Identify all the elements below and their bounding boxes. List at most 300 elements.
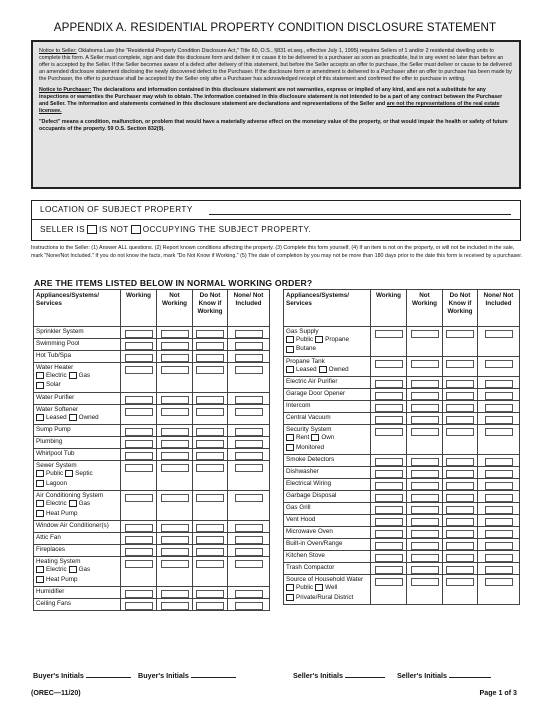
status-box-none[interactable]	[485, 360, 513, 368]
status-box-none[interactable]	[485, 392, 513, 400]
option-checkbox[interactable]	[315, 336, 323, 343]
option-leased[interactable]	[36, 414, 67, 422]
status-cell-working	[371, 503, 407, 515]
item-label: Plumbing	[36, 438, 63, 446]
status-box-none[interactable]	[485, 506, 513, 514]
option-leased[interactable]	[286, 366, 317, 374]
status-cell-working	[121, 339, 157, 351]
item-label: Dishwasher	[286, 468, 319, 476]
option-checkbox[interactable]	[36, 500, 44, 507]
status-box-not-working[interactable]	[161, 396, 189, 404]
location-divider	[32, 219, 520, 220]
option-monitored[interactable]	[286, 444, 324, 452]
option-public[interactable]	[286, 584, 313, 592]
status-box-none[interactable]	[485, 416, 513, 424]
status-box-working[interactable]	[125, 590, 153, 598]
status-cell-do-not-know	[193, 437, 228, 449]
item-cell	[34, 533, 121, 545]
status-box-none[interactable]	[235, 440, 263, 448]
item-label: Window Air Conditioner(s)	[36, 522, 109, 530]
col-header-not-working: Not Working	[157, 290, 193, 327]
status-box-working[interactable]	[375, 494, 403, 502]
status-cell-do-not-know	[193, 587, 228, 599]
status-box-none[interactable]	[235, 536, 263, 544]
status-box-do-not-know[interactable]	[196, 440, 224, 448]
item-cell	[284, 503, 371, 515]
status-box-do-not-know[interactable]	[446, 470, 474, 478]
option-checkbox[interactable]	[69, 500, 77, 507]
item-row-vent-hood	[284, 515, 520, 527]
item-label: Fireplaces	[36, 546, 66, 554]
status-box-do-not-know[interactable]	[446, 506, 474, 514]
status-box-do-not-know[interactable]	[446, 380, 474, 388]
status-box-not-working[interactable]	[161, 408, 189, 416]
status-box-not-working[interactable]	[161, 428, 189, 436]
option-label: Public	[296, 583, 314, 591]
status-box-not-working[interactable]	[161, 602, 189, 610]
option-line	[286, 345, 368, 355]
status-box-working[interactable]	[125, 408, 153, 416]
status-box-do-not-know[interactable]	[446, 360, 474, 368]
notice-to-purchaser-label: Notice to Purchaser:	[39, 87, 92, 94]
option-heat-pump[interactable]	[36, 576, 78, 584]
status-cell-working	[371, 401, 407, 413]
status-cell-none	[478, 377, 520, 389]
item-label: Propane Tank	[286, 358, 325, 365]
status-cell-none	[228, 461, 270, 491]
status-box-do-not-know[interactable]	[196, 560, 224, 568]
seller-initials-2-line[interactable]	[449, 670, 491, 678]
buyer-initials-2-line[interactable]	[191, 670, 236, 678]
status-box-working[interactable]	[125, 494, 153, 502]
status-box-working[interactable]	[375, 416, 403, 424]
status-box-do-not-know[interactable]	[446, 428, 474, 436]
status-box-none[interactable]	[235, 342, 263, 350]
status-box-none[interactable]	[485, 530, 513, 538]
status-box-not-working[interactable]	[411, 554, 439, 562]
status-box-working[interactable]	[375, 458, 403, 466]
option-checkbox[interactable]	[36, 372, 44, 379]
status-box-not-working[interactable]	[411, 482, 439, 490]
status-box-not-working[interactable]	[411, 470, 439, 478]
col-header-none: None/ Not Included	[228, 290, 270, 327]
option-checkbox[interactable]	[36, 414, 44, 421]
seller-is-checkbox[interactable]	[87, 225, 97, 234]
col-header-do-not-know: Do Not Know if Working	[193, 290, 228, 327]
status-box-none[interactable]	[485, 380, 513, 388]
status-box-do-not-know[interactable]	[446, 482, 474, 490]
status-box-do-not-know[interactable]	[446, 530, 474, 538]
status-box-not-working[interactable]	[411, 458, 439, 466]
status-box-not-working[interactable]	[161, 354, 189, 362]
status-box-working[interactable]	[125, 602, 153, 610]
option-line	[36, 510, 118, 520]
status-box-working[interactable]	[375, 578, 403, 586]
status-box-working[interactable]	[125, 342, 153, 350]
seller-initials-2	[397, 670, 491, 680]
status-box-do-not-know[interactable]	[196, 342, 224, 350]
option-line	[286, 434, 368, 444]
option-checkbox[interactable]	[36, 576, 44, 583]
status-box-none[interactable]	[235, 330, 263, 338]
status-box-none[interactable]	[485, 404, 513, 412]
option-rent[interactable]	[286, 434, 309, 442]
notice-to-purchaser-underlined: are not the representations of the real estate licensee.	[39, 101, 500, 115]
status-box-working[interactable]	[375, 360, 403, 368]
option-private-rural-district[interactable]	[286, 594, 353, 602]
option-label: Solar	[46, 381, 61, 389]
status-box-not-working[interactable]	[161, 440, 189, 448]
status-box-do-not-know[interactable]	[446, 404, 474, 412]
status-cell-do-not-know	[193, 491, 228, 521]
option-label: Electric	[46, 371, 67, 379]
status-box-none[interactable]	[485, 578, 513, 586]
status-box-none[interactable]	[485, 482, 513, 490]
option-septic[interactable]	[65, 470, 93, 478]
status-box-none[interactable]	[485, 542, 513, 550]
status-box-do-not-know[interactable]	[196, 464, 224, 472]
status-box-do-not-know[interactable]	[446, 330, 474, 338]
status-box-working[interactable]	[125, 464, 153, 472]
status-cell-do-not-know	[443, 527, 478, 539]
item-row-gas-grill	[284, 503, 520, 515]
option-owned[interactable]	[319, 366, 349, 374]
status-box-none[interactable]	[235, 590, 263, 598]
status-box-do-not-know[interactable]	[446, 494, 474, 502]
item-label: Air Conditioning System	[36, 492, 104, 500]
option-checkbox[interactable]	[315, 584, 323, 591]
status-box-working[interactable]	[125, 536, 153, 544]
status-cell-not-working	[407, 357, 443, 377]
status-cell-do-not-know	[443, 539, 478, 551]
status-box-do-not-know[interactable]	[196, 494, 224, 502]
status-box-not-working[interactable]	[411, 494, 439, 502]
status-box-working[interactable]	[375, 530, 403, 538]
location-input-line[interactable]	[209, 214, 511, 215]
status-cell-none	[228, 393, 270, 405]
status-box-working[interactable]	[375, 428, 403, 436]
status-cell-none	[228, 351, 270, 363]
option-label: Septic	[75, 469, 93, 477]
option-propane[interactable]	[315, 336, 349, 344]
status-cell-none	[228, 449, 270, 461]
status-cell-working	[371, 563, 407, 575]
status-box-not-working[interactable]	[411, 530, 439, 538]
option-electric[interactable]	[36, 372, 67, 380]
status-box-do-not-know[interactable]	[196, 602, 224, 610]
status-box-working[interactable]	[375, 470, 403, 478]
status-box-working[interactable]	[375, 542, 403, 550]
status-box-none[interactable]	[485, 494, 513, 502]
status-box-working[interactable]	[125, 366, 153, 374]
item-label: Sewer System	[36, 462, 77, 470]
item-cell	[34, 599, 121, 611]
item-row-sewer-system	[34, 461, 270, 491]
status-box-none[interactable]	[485, 330, 513, 338]
status-cell-not-working	[157, 545, 193, 557]
status-box-working[interactable]	[375, 404, 403, 412]
status-box-not-working[interactable]	[411, 404, 439, 412]
defect-definition: "Defect" means a condition, malfunction, or problem that would have a materially adverse effect on the monetary value of the property, or that would impair the health or safety of future occupants of the property. 59 O.S. Section 832(9).	[39, 119, 508, 133]
status-box-do-not-know[interactable]	[446, 518, 474, 526]
status-box-not-working[interactable]	[411, 578, 439, 586]
status-box-none[interactable]	[235, 494, 263, 502]
status-box-none[interactable]	[235, 602, 263, 610]
status-box-do-not-know[interactable]	[446, 392, 474, 400]
option-label: Owned	[328, 365, 349, 373]
item-cell	[34, 521, 121, 533]
status-box-not-working[interactable]	[411, 506, 439, 514]
item-row-garbage-disposal	[284, 491, 520, 503]
status-cell-none	[478, 455, 520, 467]
status-cell-not-working	[407, 503, 443, 515]
seller-occupancy-row	[40, 225, 311, 234]
status-box-do-not-know[interactable]	[446, 554, 474, 562]
status-box-not-working[interactable]	[161, 342, 189, 350]
status-box-not-working[interactable]	[411, 360, 439, 368]
status-cell-working	[371, 377, 407, 389]
seller-initials-1	[293, 670, 385, 680]
status-box-working[interactable]	[125, 452, 153, 460]
status-box-none[interactable]	[235, 452, 263, 460]
status-box-not-working[interactable]	[411, 428, 439, 436]
option-checkbox[interactable]	[286, 444, 294, 451]
status-cell-none	[228, 587, 270, 599]
item-row-water-purifier	[34, 393, 270, 405]
option-gas[interactable]	[69, 500, 91, 508]
option-checkbox[interactable]	[36, 480, 44, 487]
status-cell-not-working	[407, 425, 443, 455]
status-cell-none	[228, 363, 270, 393]
item-row-central-vacuum	[284, 413, 520, 425]
status-box-none[interactable]	[485, 566, 513, 574]
item-cell	[34, 405, 121, 425]
option-checkbox[interactable]	[65, 470, 73, 477]
option-butane[interactable]	[286, 345, 316, 353]
status-box-working[interactable]	[125, 560, 153, 568]
option-heat-pump[interactable]	[36, 510, 78, 518]
status-box-working[interactable]	[125, 548, 153, 556]
status-cell-do-not-know	[443, 515, 478, 527]
col-header-none: None/ Not Included	[478, 290, 520, 327]
item-label: Humidifier	[36, 588, 65, 596]
option-owned[interactable]	[69, 414, 99, 422]
status-box-none[interactable]	[235, 354, 263, 362]
option-label: Monitored	[296, 443, 325, 451]
status-box-not-working[interactable]	[161, 464, 189, 472]
status-cell-working	[121, 425, 157, 437]
status-box-not-working[interactable]	[411, 416, 439, 424]
status-box-not-working[interactable]	[161, 548, 189, 556]
item-label: Ceiling Fans	[36, 600, 71, 608]
option-label: Public	[296, 335, 314, 343]
item-cell	[284, 377, 371, 389]
status-box-working[interactable]	[375, 380, 403, 388]
status-box-none[interactable]	[235, 428, 263, 436]
option-solar[interactable]	[36, 381, 61, 389]
status-cell-not-working	[157, 363, 193, 393]
status-box-none[interactable]	[485, 518, 513, 526]
status-box-do-not-know[interactable]	[196, 354, 224, 362]
option-checkbox[interactable]	[319, 366, 327, 373]
status-cell-none	[228, 533, 270, 545]
status-box-not-working[interactable]	[161, 536, 189, 544]
status-box-working[interactable]	[125, 330, 153, 338]
option-own[interactable]	[311, 434, 334, 442]
status-box-not-working[interactable]	[411, 542, 439, 550]
status-box-none[interactable]	[235, 366, 263, 374]
page-number: Page 1 of 3	[479, 689, 517, 697]
status-cell-working	[371, 327, 407, 357]
option-public[interactable]	[286, 336, 313, 344]
option-line	[286, 336, 368, 346]
status-cell-working	[371, 491, 407, 503]
status-box-not-working[interactable]	[161, 524, 189, 532]
seller-initials-1-line[interactable]	[345, 670, 385, 678]
status-cell-working	[371, 357, 407, 377]
status-box-working[interactable]	[125, 396, 153, 404]
buyer-initials-1-line[interactable]	[86, 670, 131, 678]
seller-is-not-checkbox[interactable]	[131, 225, 141, 234]
option-checkbox[interactable]	[286, 594, 294, 601]
option-checkbox[interactable]	[69, 414, 77, 421]
status-box-not-working[interactable]	[411, 392, 439, 400]
status-box-none[interactable]	[235, 560, 263, 568]
option-checkbox[interactable]	[286, 336, 294, 343]
status-box-not-working[interactable]	[161, 590, 189, 598]
status-box-none[interactable]	[235, 524, 263, 532]
status-box-do-not-know[interactable]	[196, 548, 224, 556]
status-box-not-working[interactable]	[411, 566, 439, 574]
option-checkbox[interactable]	[311, 434, 319, 441]
status-box-not-working[interactable]	[411, 380, 439, 388]
status-cell-none	[478, 539, 520, 551]
option-well[interactable]	[315, 584, 337, 592]
status-box-working[interactable]	[375, 392, 403, 400]
status-box-none[interactable]	[485, 470, 513, 478]
status-cell-working	[121, 449, 157, 461]
notice-box	[31, 40, 521, 189]
status-box-do-not-know[interactable]	[196, 330, 224, 338]
option-checkbox[interactable]	[69, 372, 77, 379]
option-line	[36, 470, 118, 480]
item-cell	[284, 467, 371, 479]
item-cell	[284, 515, 371, 527]
option-checkbox[interactable]	[36, 510, 44, 517]
status-cell-do-not-know	[193, 327, 228, 339]
option-electric[interactable]	[36, 500, 67, 508]
status-box-not-working[interactable]	[411, 330, 439, 338]
item-label: Security System	[286, 426, 332, 434]
status-box-working[interactable]	[375, 554, 403, 562]
option-checkbox[interactable]	[36, 470, 44, 477]
item-row-air-conditioning-system	[34, 491, 270, 521]
status-box-not-working[interactable]	[411, 518, 439, 526]
option-line	[36, 480, 118, 490]
status-cell-working	[121, 437, 157, 449]
status-box-do-not-know[interactable]	[196, 452, 224, 460]
item-cell	[284, 563, 371, 575]
option-public[interactable]	[36, 470, 63, 478]
status-box-none[interactable]	[235, 548, 263, 556]
status-box-not-working[interactable]	[161, 452, 189, 460]
status-box-none[interactable]	[235, 396, 263, 404]
status-cell-none	[228, 491, 270, 521]
status-box-do-not-know[interactable]	[446, 458, 474, 466]
status-box-do-not-know[interactable]	[446, 542, 474, 550]
status-box-do-not-know[interactable]	[196, 590, 224, 598]
status-box-do-not-know[interactable]	[446, 578, 474, 586]
status-box-not-working[interactable]	[161, 560, 189, 568]
status-box-do-not-know[interactable]	[196, 536, 224, 544]
status-box-not-working[interactable]	[161, 366, 189, 374]
status-box-working[interactable]	[125, 354, 153, 362]
status-box-working[interactable]	[125, 440, 153, 448]
status-cell-not-working	[157, 425, 193, 437]
status-box-do-not-know[interactable]	[196, 396, 224, 404]
status-box-working[interactable]	[375, 482, 403, 490]
status-box-do-not-know[interactable]	[446, 416, 474, 424]
status-box-do-not-know[interactable]	[196, 428, 224, 436]
seller-instructions: Instructions to the Seller: (1) Answer ALL questions. (2) Report known conditions affecting the property. (3) Complete this form yourself. (4) If an item is not on the property, or will not be included in the sale, mark "None/Not Included." If you do not know the facts, mark "Do Not Know if Working." (5) The date of completion by you may not be more than 180 days prior to the date this form is received by a purchaser.	[31, 245, 523, 259]
status-box-working[interactable]	[375, 506, 403, 514]
option-checkbox[interactable]	[286, 584, 294, 591]
option-line	[36, 372, 118, 382]
status-box-none[interactable]	[485, 458, 513, 466]
status-box-not-working[interactable]	[161, 494, 189, 502]
option-gas[interactable]	[69, 372, 91, 380]
option-lagoon[interactable]	[36, 480, 67, 488]
status-box-working[interactable]	[125, 524, 153, 532]
status-box-working[interactable]	[375, 330, 403, 338]
item-row-humidifier	[34, 587, 270, 599]
option-label: Own	[321, 433, 335, 441]
option-checkbox[interactable]	[36, 382, 44, 389]
status-box-working[interactable]	[375, 566, 403, 574]
status-box-working[interactable]	[125, 428, 153, 436]
status-cell-not-working	[407, 389, 443, 401]
right-items-table	[283, 289, 520, 605]
status-cell-working	[121, 533, 157, 545]
option-gas[interactable]	[69, 566, 91, 574]
option-checkbox[interactable]	[36, 566, 44, 573]
option-electric[interactable]	[36, 566, 67, 574]
status-box-do-not-know[interactable]	[196, 524, 224, 532]
status-box-working[interactable]	[375, 518, 403, 526]
status-cell-none	[228, 327, 270, 339]
option-checkbox[interactable]	[286, 366, 294, 373]
col-header-appliance: Appliances/Systems/ Services	[34, 290, 121, 327]
option-checkbox[interactable]	[69, 566, 77, 573]
status-box-not-working[interactable]	[161, 330, 189, 338]
option-checkbox[interactable]	[286, 434, 294, 441]
status-cell-none	[228, 521, 270, 533]
item-cell	[284, 527, 371, 539]
status-box-none[interactable]	[485, 428, 513, 436]
item-cell	[34, 557, 121, 587]
status-box-none[interactable]	[235, 408, 263, 416]
col-header-do-not-know: Do Not Know if Working	[443, 290, 478, 327]
seller-occupying-label: OCCUPYING THE SUBJECT PROPERTY.	[142, 225, 312, 234]
status-box-do-not-know[interactable]	[196, 408, 224, 416]
status-box-do-not-know[interactable]	[196, 366, 224, 374]
status-cell-not-working	[157, 557, 193, 587]
option-checkbox[interactable]	[286, 346, 294, 353]
status-box-none[interactable]	[485, 554, 513, 562]
status-cell-not-working	[407, 327, 443, 357]
status-box-do-not-know[interactable]	[446, 566, 474, 574]
status-box-none[interactable]	[235, 464, 263, 472]
